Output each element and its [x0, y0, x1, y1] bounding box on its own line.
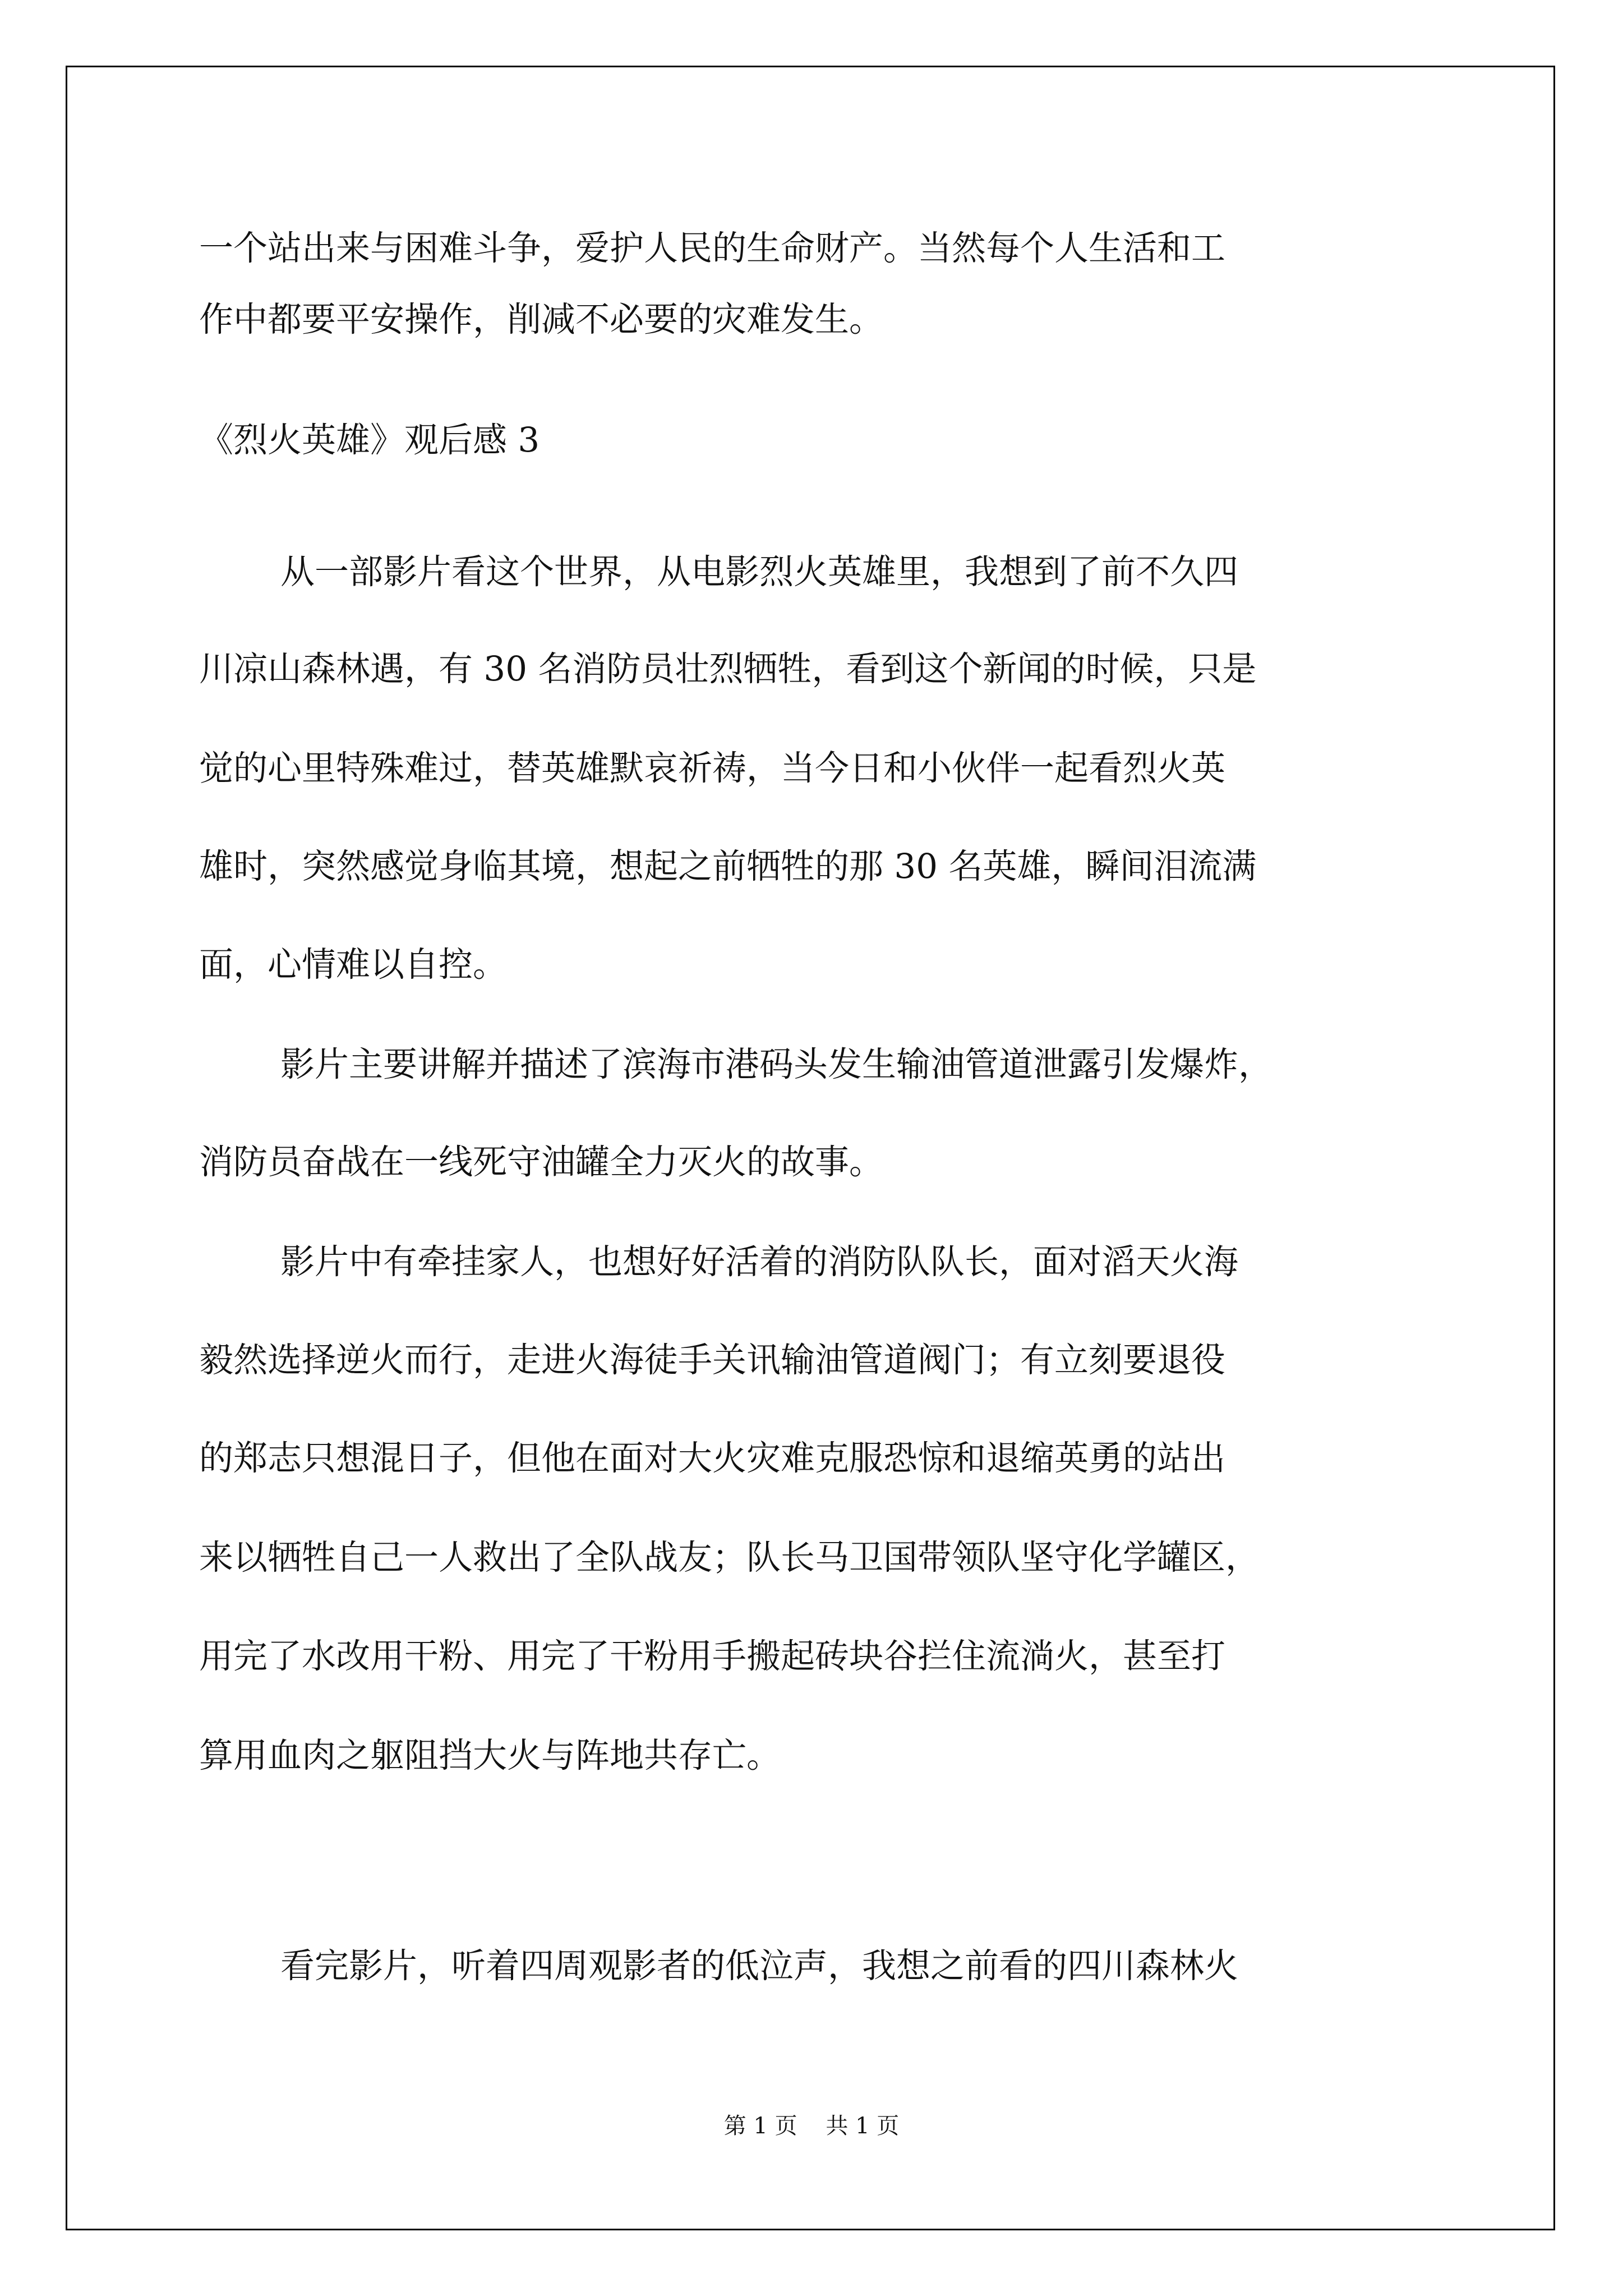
page-number-footer: 第 1 页 共 1 页	[723, 2113, 900, 2139]
body-line: 川凉山森林遇，有 30 名消防员壮烈牺牲，看到这个新闻的时候，只是	[199, 649, 1257, 689]
body-line: 作中都要平安操作，削减不必要的灾难发生。	[199, 300, 884, 339]
body-line: 从一部影片看这个世界，从电影烈火英雄里，我想到了前不久四	[280, 552, 1239, 592]
body-line: 雄时，突然感觉身临其境，想起之前牺牲的那 30 名英雄，瞬间泪流满	[199, 846, 1257, 886]
section-heading: 《烈火英雄》观后感 3	[199, 420, 540, 460]
body-line: 用完了水改用干粉、用完了干粉用手搬起砖块谷拦住流淌火，甚至打	[199, 1636, 1226, 1676]
body-line: 毅然选择逆火而行，走进火海徒手关讯输油管道阀门；有立刻要退役	[199, 1340, 1226, 1380]
body-line: 影片中有牵挂家人，也想好好活着的消防队队长，面对滔天火海	[280, 1242, 1239, 1282]
body-line: 消防员奋战在一线死守油罐全力灭火的故事。	[199, 1142, 884, 1182]
body-line: 看完影片，听着四周观影者的低泣声，我想之前看的四川森林火	[280, 1946, 1239, 1986]
body-line: 觉的心里特殊难过，替英雄默哀祈祷，当今日和小伙伴一起看烈火英	[199, 748, 1226, 788]
body-line: 面，心情难以自控。	[199, 945, 508, 984]
body-line: 影片主要讲解并描述了滨海市港码头发生输油管道泄露引发爆炸，	[280, 1045, 1273, 1084]
body-line: 的郑志只想混日子，但他在面对大火灾难克服恐惊和退缩英勇的站出	[199, 1438, 1226, 1478]
body-line: 算用血肉之躯阻挡大火与阵地共存亡。	[199, 1736, 781, 1775]
body-line: 来以牺牲自己一人救出了全队战友；队长马卫国带领队坚守化学罐区，	[199, 1538, 1260, 1577]
body-line: 一个站出来与困难斗争，爱护人民的生命财产。当然每个人生活和工	[199, 228, 1226, 268]
